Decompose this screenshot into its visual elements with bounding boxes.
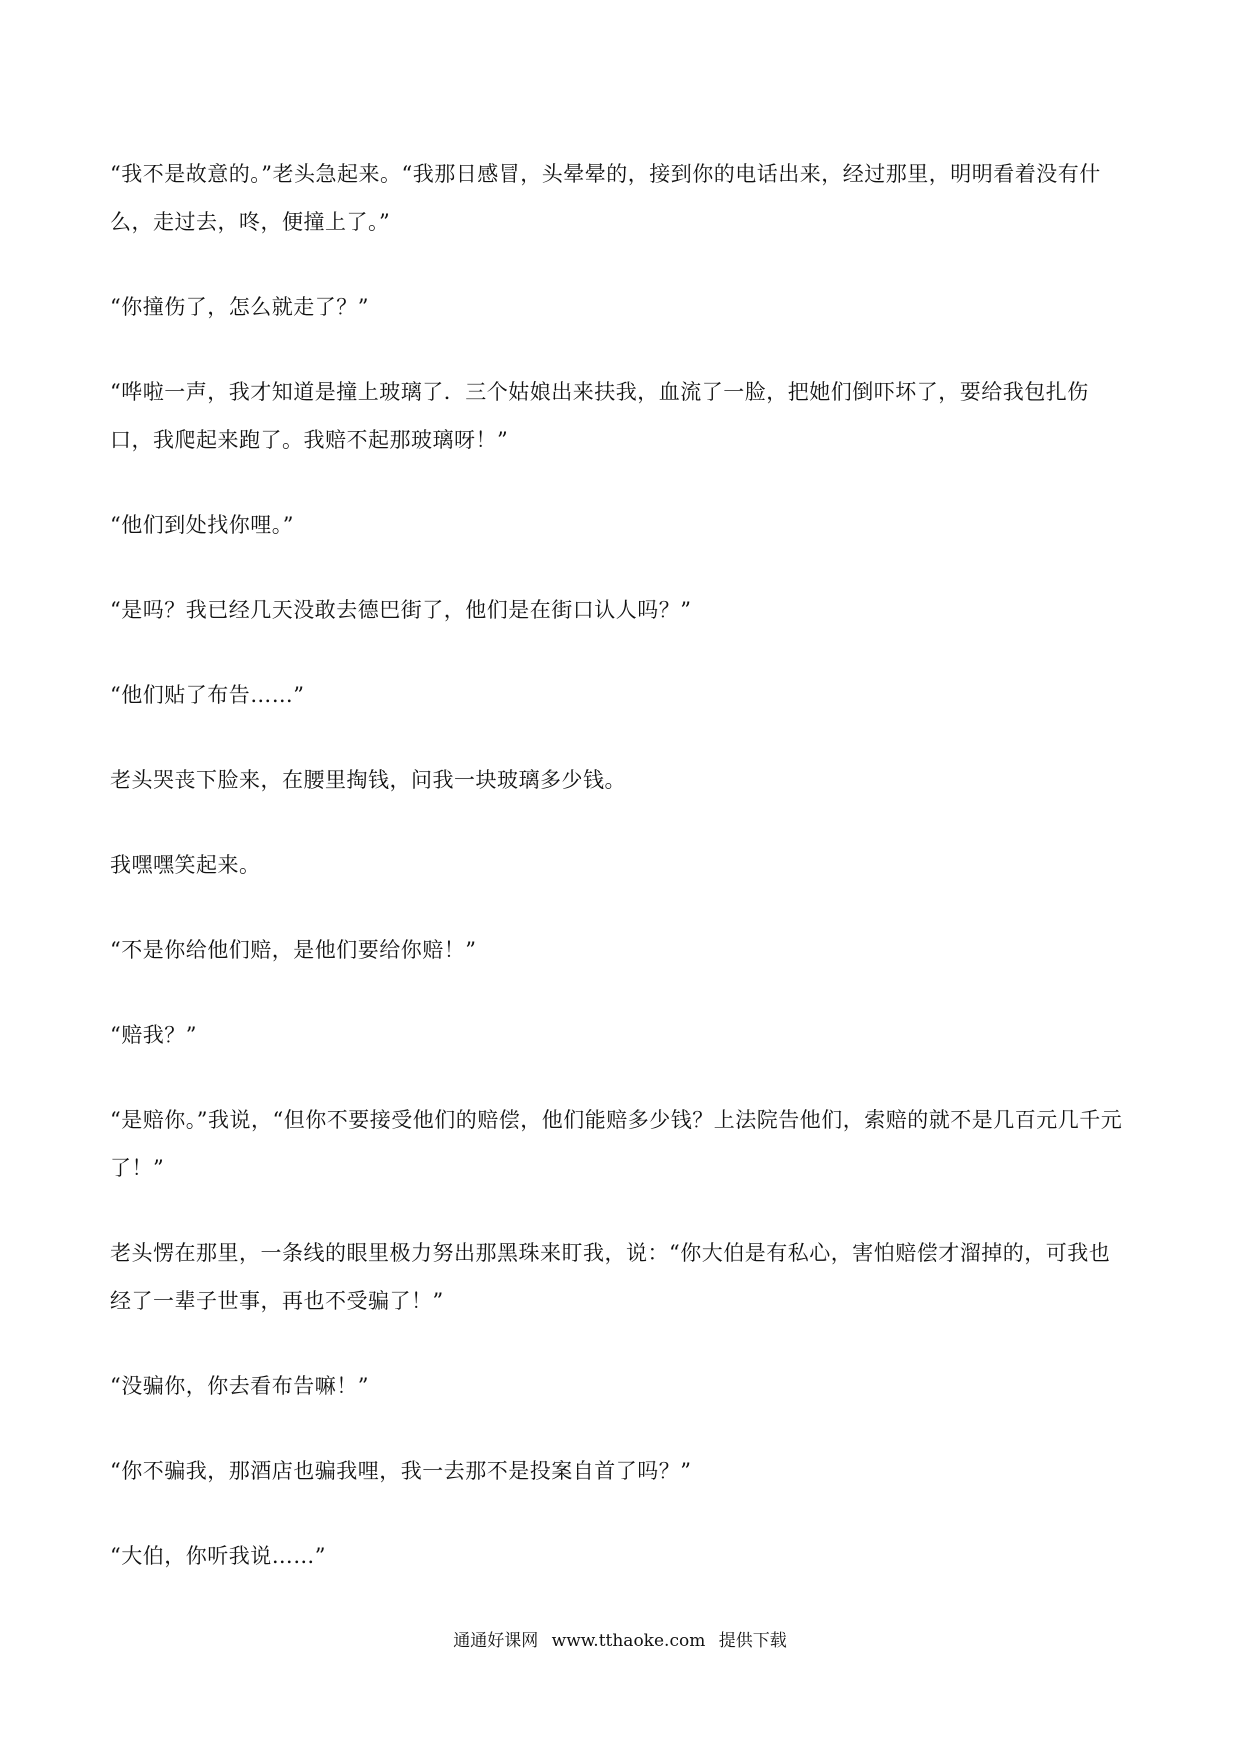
- paragraph: “你不骗我，那酒店也骗我哩，我一去那不是投案自首了吗？”: [110, 1459, 692, 1483]
- document-body: [110, 150, 1130, 1617]
- paragraph: “他们到处找你哩。”: [110, 513, 294, 537]
- paragraph: “没骗你，你去看布告嘛！”: [110, 1374, 369, 1398]
- paragraph: “大伯，你听我说……”: [110, 1544, 326, 1568]
- paragraph: “我不是故意的。”老头急起来。“我那日感冒，头晕晕的，接到你的电话出来，经过那里，明明看着没有什么，走过去，咚，便撞上了。”: [110, 162, 1101, 234]
- paragraph: “哗啦一声，我才知道是撞上玻璃了．三个姑娘出来扶我，血流了一脸，把她们倒吓坏了，要给我包扎伤口，我爬起来跑了。我赔不起那玻璃呀！”: [110, 380, 1089, 452]
- paragraph: “你撞伤了，怎么就走了？”: [110, 295, 369, 319]
- paragraph: 我嘿嘿笑起来。: [110, 853, 261, 877]
- paragraph: “不是你给他们赔，是他们要给你赔！”: [110, 938, 477, 962]
- paragraph: “赔我？”: [110, 1023, 197, 1047]
- page-footer: [0, 1626, 1240, 1651]
- paragraph: “是赔你。”我说，“但你不要接受他们的赔偿，他们能赔多少钱？上法院告他们，索赔的就不是几百元几千元了！”: [110, 1108, 1123, 1180]
- paragraph: 老头哭丧下脸来，在腰里掏钱，问我一块玻璃多少钱。: [110, 768, 626, 792]
- paragraph: “是吗？我已经几天没敢去德巴街了，他们是在街口认人吗？”: [110, 598, 692, 622]
- footer-suffix: 提供下载: [718, 1631, 787, 1651]
- paragraph: “他们贴了布告……”: [110, 683, 305, 707]
- footer-url: www.tthaoke.com: [551, 1631, 706, 1651]
- paragraph: 老头愣在那里，一条线的眼里极力努出那黑珠来盯我，说：“你大伯是有私心，害怕赔偿才溜掉的，可我也经了一辈子世事，再也不受骗了！”: [110, 1241, 1111, 1313]
- footer-site-name: 通通好课网: [453, 1631, 539, 1651]
